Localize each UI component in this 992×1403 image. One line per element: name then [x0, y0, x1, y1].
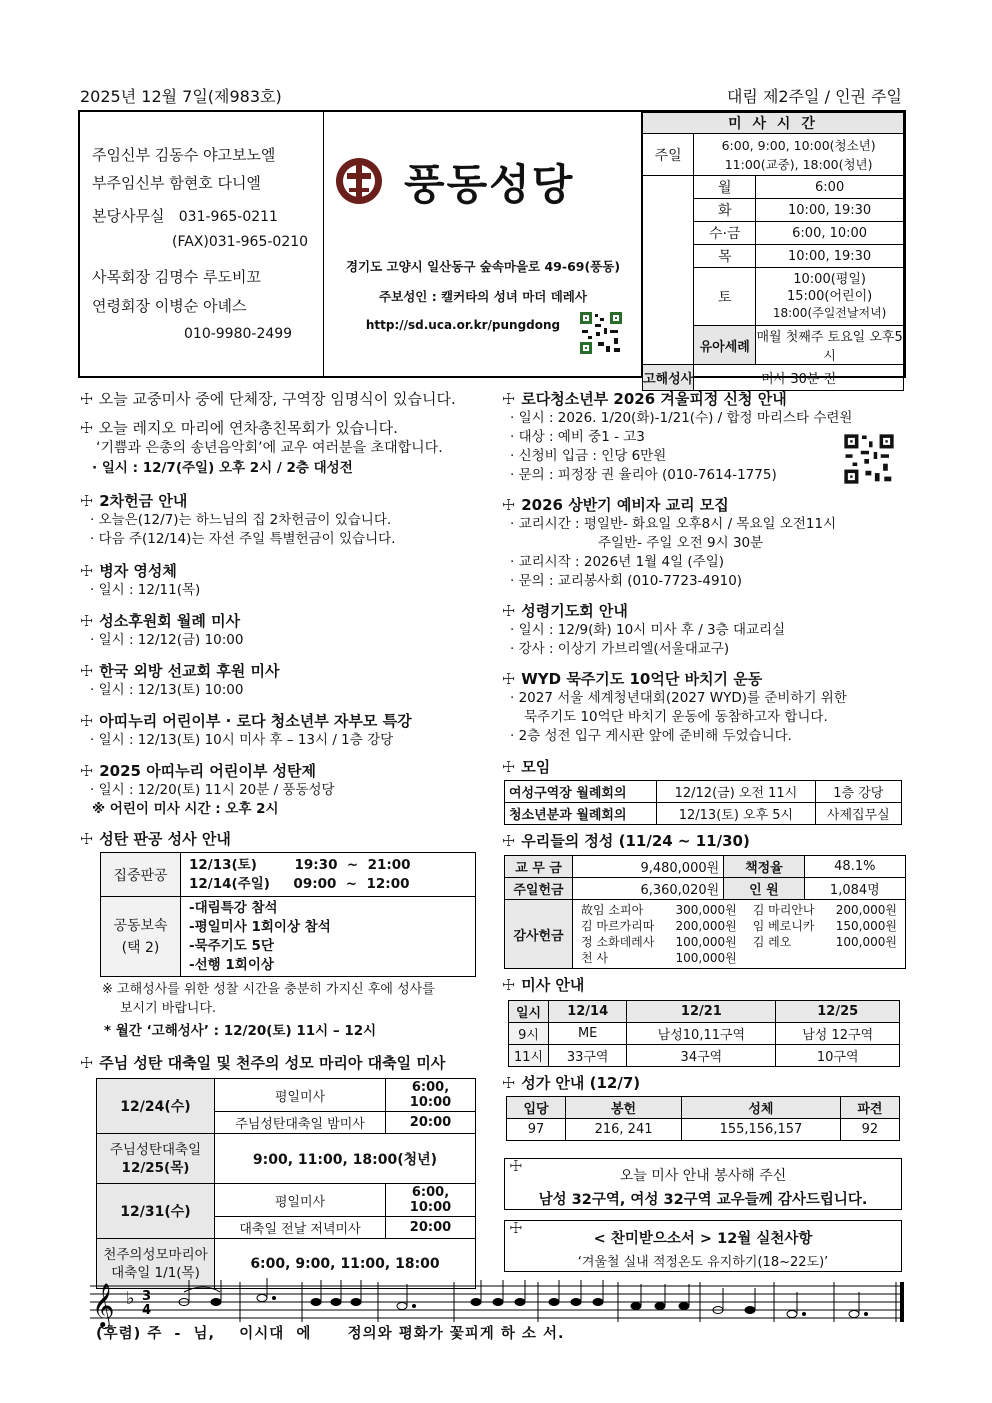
xmas-r3b-time: 20:00: [386, 1217, 476, 1239]
hymn-header: 입당: [507, 1097, 566, 1119]
christmas-mass-table: [96, 1078, 476, 1289]
mass-times-table: [642, 112, 904, 391]
thanks-offering-label: 감사헌금: [505, 900, 573, 969]
sunday-label: 주일: [643, 134, 694, 176]
notice-catechumen: ☩ 2026 상반기 예비자 교리 모집 · 교리시간 : 평일반- 화요일 오후8시 / 목요일 오전11시 주일반- 주일 오전 9시 30분 · 교리시작 : 2026년 1월 4일 (주일) · 문의 : 교리봉사회 (010-7723-4910): [502, 496, 837, 589]
offering-key: 책정율: [724, 856, 804, 878]
xmas-r2-time: 9:00, 11:00, 18:00(청년): [215, 1134, 476, 1184]
fax: (FAX)031-965-0210: [172, 234, 309, 250]
svg-text:3: 3: [142, 1289, 152, 1304]
hymns-table: [506, 1096, 900, 1141]
weekday-sat-times: 10:00(평일) 15:00(어린이) 18:00(주일전날저녁): [756, 268, 904, 326]
assistant-pastor: 부주임신부 함현호 다니엘: [92, 174, 261, 192]
mass-guide-cell: 34구역: [627, 1045, 776, 1067]
meetings-table: [504, 780, 902, 825]
mass-guide-cell: 남성10,11구역: [627, 1023, 776, 1045]
hymn-header: 봉헌: [566, 1097, 682, 1119]
notice-christmas-play: ☩ 2025 아띠누리 어린이부 성탄제 · 일시 : 12/20(토) 11시 20분 / 풍동성당 ※ 어린이 미사 시간 : 오후 2시: [80, 762, 335, 817]
offering-label: 교 무 금: [505, 856, 573, 878]
notice-appointment: ☩ 오늘 교중미사 중에 단체장, 구역장 임명식이 있습니다.: [80, 390, 456, 408]
notice-wyd-rosary: ☩ WYD 묵주기도 10억단 바치기 운동 · 2027 서울 세계청년대회(2027 WYD)를 준비하기 위한 묵주기도 10억단 바치기 운동에 동참하고자 합니다. · 2층 성전 입구 게시판 앞에 준비해 두었습니다.: [502, 670, 847, 744]
mass-guide-header: 12/21: [627, 1001, 776, 1023]
hymn-number: 92: [840, 1119, 899, 1141]
council-president: 사목회장 김명수 루도비꼬: [92, 268, 261, 286]
notice-retreat: ☩ 로다청소년부 2026 겨울피정 신청 안내 · 일시 : 2026. 1/20(화)-1/21(수) / 합정 마리스타 수련원 · 대상 : 예비 중1 - 고3 · 신청비 입금 : 인당 6만원 · 문의 : 피정장 권 율리아 (010-7614-1775): [502, 390, 853, 483]
weekday-sat: 토: [694, 268, 756, 326]
xmas-r1-date: 12/24(수): [97, 1079, 215, 1134]
weekday-tue: 화: [694, 199, 756, 222]
xmas-r1b-time: 20:00: [386, 1112, 476, 1134]
xmas-r1a-name: 평일미사: [215, 1079, 386, 1112]
xmas-r3a-name: 평일미사: [215, 1184, 386, 1217]
confession-value: 미사 30분 전: [694, 365, 904, 391]
offering-label: 주일헌금: [505, 878, 573, 900]
thanks-offering-list: 故임 소피아 300,000원 김 마리안나 200,000원 김 마르가리따 200,000원 임 베로니카 150,000원 정 소화데레사 100,000원 김 레오 100,000원 천 사 100,000원: [573, 900, 906, 969]
parish-panel: [324, 112, 642, 376]
hymn-number: 155,156,157: [681, 1119, 840, 1141]
xmas-r3b-name: 대축일 전날 저녁미사: [215, 1217, 386, 1239]
weekday-wed-fri-time: 6:00, 10:00: [756, 222, 904, 245]
notice-sick-communion: ☩ 병자 영성체 · 일시 : 12/11(목): [80, 562, 201, 598]
infant-baptism-value: 매월 첫째주 토요일 오후5시: [756, 326, 904, 365]
notice-mass-guide: ☩ 미사 안내: [502, 976, 585, 994]
hymn-number: 97: [507, 1119, 566, 1141]
weekday-wed-fri: 수·금: [694, 222, 756, 245]
mass-guide-cell: 9시: [509, 1023, 549, 1045]
hymn-header: 성체: [681, 1097, 840, 1119]
offering-value: 6,360,020원: [573, 878, 724, 900]
parish-address: 경기도 고양시 일산동구 숲속마을로 49-69(풍동): [345, 259, 621, 274]
weekday-mon: 월: [694, 176, 756, 199]
weekday-thu: 목: [694, 245, 756, 268]
notice-christmas-mass: ☩ 주님 성탄 대축일 및 천주의 성모 마리아 대축일 미사: [80, 1054, 446, 1072]
xmas-r1b-name: 주님성탄대축일 밤미사: [215, 1112, 386, 1134]
weekday-tue-time: 10:00, 19:30: [756, 199, 904, 222]
thanks-box: ☩ 오늘 미사 안내 봉사해 주신 남성 32구역, 여성 32구역 교우들께 감사드립니다.: [504, 1158, 902, 1210]
meeting-where: 1층 강당: [815, 781, 901, 803]
sunday-times: 6:00, 9:00, 10:00(청소년) 11:00(교중), 18:00(청년): [694, 134, 904, 176]
offering-key-value: 1,084명: [804, 878, 905, 900]
infant-baptism-label: 유아세례: [694, 326, 756, 365]
meeting-name: 청소년분과 월례회의: [505, 803, 657, 825]
office-line: 본당사무실 031-965-0211: [92, 207, 278, 225]
penance-items: -대림특강 참석 -평일미사 1회이상 참석 -묵주기도 5단 -선행 1회이상: [181, 897, 476, 977]
federation-phone: 010-9980-2499: [184, 326, 293, 342]
qr-code-icon: [578, 310, 624, 356]
retreat-qr-code-icon: [842, 432, 896, 486]
confession-label: 고해성사: [643, 365, 694, 391]
notice-offering: ☩ 우리들의 정성 (11/24 ~ 11/30): [502, 832, 750, 850]
pastor: 주임신부 김동수 야고보노엘: [92, 146, 276, 164]
penance-label: 공동보속 (택 2): [101, 897, 181, 977]
notice-second-collection: ☩ 2차헌금 안내 · 오늘은(12/7)는 하느님의 집 2차헌금이 있습니다. · 다음 주(12/14)는 자선 주일 특별헌금이 있습니다.: [80, 492, 396, 547]
xmas-r2-date: 주님성탄대축일 12/25(목): [97, 1134, 215, 1184]
intensive-confession-label: 집중판공: [101, 853, 181, 897]
meeting-where: 사제집무실: [815, 803, 901, 825]
svg-text:4: 4: [142, 1303, 152, 1318]
mass-guide-cell: 33구역: [549, 1045, 627, 1067]
confession-notes: ※ 고해성사를 위한 성찰 시간을 충분히 가지신 후에 성사를 보시기 바랍니다. * 월간 ‘고해성사’ : 12/20(토) 11시 – 12시: [102, 982, 435, 1039]
issue-date: 2025년 12월 7일(제983호): [80, 87, 282, 106]
parish-logo-icon: [334, 156, 384, 206]
weekday-thu-time: 10:00, 19:30: [756, 245, 904, 268]
offering-value: 9,480,000원: [573, 856, 724, 878]
music-lyrics: (후렴) 주 - 님, 이시대 에 정의와 평화가 꽃피게 하 소 서.: [96, 1326, 565, 1342]
notice-hymns: ☩ 성가 안내 (12/7): [502, 1074, 641, 1092]
svg-text:♭: ♭: [126, 1288, 135, 1309]
meeting-name: 여성구역장 월례회의: [505, 781, 657, 803]
mass-guide-cell: 11시: [509, 1045, 549, 1067]
mass-guide-header: 12/14: [549, 1001, 627, 1023]
confession-table: [100, 852, 476, 977]
offering-key: 인 원: [724, 878, 804, 900]
meeting-when: 12/12(금) 오전 11시: [657, 781, 815, 803]
notice-vocation-mass: ☩ 성소후원회 월례 미사 · 일시 : 12/12(금) 10:00: [80, 612, 244, 648]
mass-guide-cell: 10구역: [776, 1045, 900, 1067]
hymn-number: 216, 241: [566, 1119, 682, 1141]
svg-text:𝄞: 𝄞: [92, 1283, 115, 1327]
mass-guide-cell: 남성 12구역: [776, 1023, 900, 1045]
xmas-r4-time: 6:00, 9:00, 11:00, 18:00: [215, 1239, 476, 1289]
notice-prayer-meeting: ☩ 성령기도회 안내 · 일시 : 12/9(화) 10시 미사 후 / 3층 대교리실 · 강사 : 이상기 가브리엘(서울대교구): [502, 602, 786, 657]
notice-legio: ☩ 오늘 레지오 마리에 연차총친목회가 있습니다. ‘기쁨과 은총의 송년음악회’에 교우 여러분을 초대합니다. · 일시 : 12/7(주일) 오후 2시 / 2층 대성전: [80, 419, 443, 476]
meeting-when: 12/13(토) 오후 5시: [657, 803, 815, 825]
xmas-r1a-time: 6:00, 10:00: [386, 1079, 476, 1112]
mass-guide-cell: ME: [549, 1023, 627, 1045]
staff-panel: [80, 112, 324, 376]
notice-meetings: ☩ 모임: [502, 758, 551, 776]
xmas-r4-date: 천주의성모마리아 대축일 1/1(목): [97, 1239, 215, 1289]
mass-guide-header: 12/25: [776, 1001, 900, 1023]
mass-guide-header: 일시: [509, 1001, 549, 1023]
mass-guide-table: [508, 1000, 900, 1067]
notice-parent-lecture: ☩ 아띠누리 어린이부 · 로다 청소년부 자부모 특강 · 일시 : 12/13(토) 10시 미사 후 – 13시 / 1층 강당: [80, 712, 412, 748]
parish-url[interactable]: http://sd.uca.or.kr/pungdong: [365, 318, 561, 332]
parish-patron: 주보성인 : 캘커타의 성녀 마더 데레사: [379, 289, 587, 304]
xmas-r3-date: 12/31(수): [97, 1184, 215, 1239]
offering-key-value: 48.1%: [804, 856, 905, 878]
weekday-mon-time: 6:00: [756, 176, 904, 199]
offering-table: [504, 855, 906, 969]
intensive-confession-times: 12/13(토) 19:30 ~ 21:00 12/14(주일) 09:00 ~ 12:00: [181, 853, 476, 897]
parish-name: 풍동성당: [404, 160, 575, 209]
xmas-r3a-time: 6:00, 10:00: [386, 1184, 476, 1217]
liturgical-day: 대림 제2주일 / 인권 주일: [726, 87, 902, 106]
notice-confession: ☩ 성탄 판공 성사 안내: [80, 830, 231, 848]
notice-mission-mass: ☩ 한국 외방 선교회 후원 미사 · 일시 : 12/13(토) 10:00: [80, 662, 280, 698]
laudato-si-box: ☩ < 찬미받으소서 > 12월 실천사항 ‘겨울철 실내 적정온도 유지하기(18~22도)’: [504, 1220, 902, 1272]
federation-president: 연령회장 이병순 아녜스: [92, 297, 247, 315]
mass-times-title: 미 사 시 간: [643, 113, 904, 134]
hymn-header: 파견: [840, 1097, 899, 1119]
